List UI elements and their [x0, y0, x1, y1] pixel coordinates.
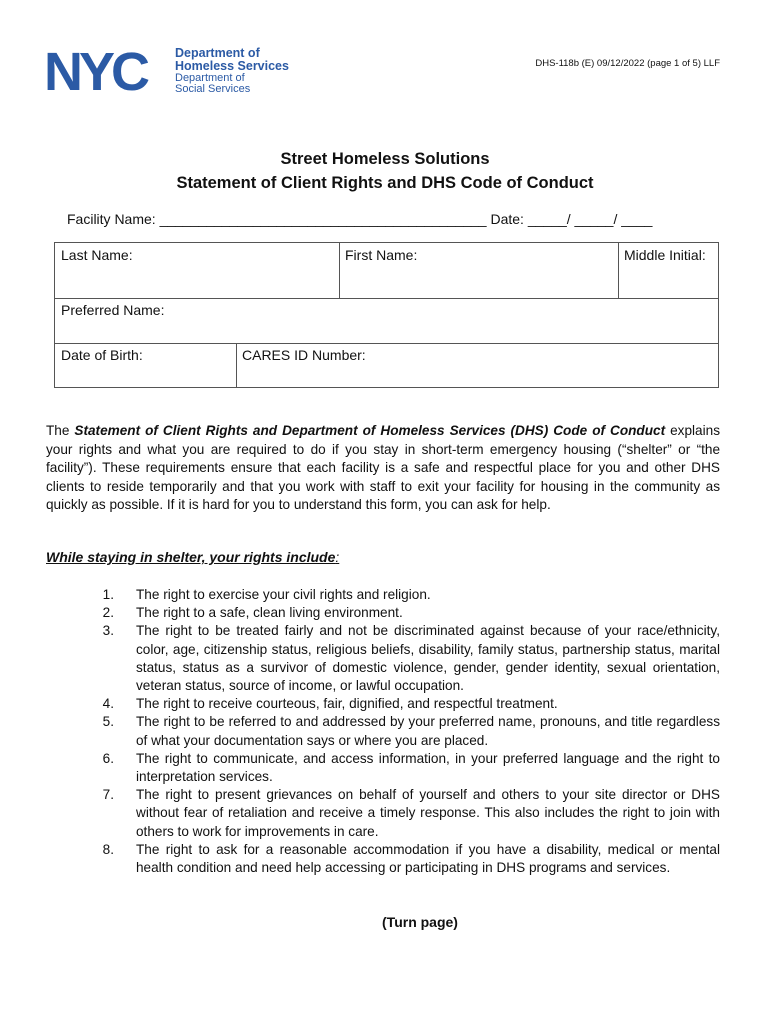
list-item-number: 1.	[102, 587, 114, 602]
list-item	[86, 750, 720, 786]
table-divider	[236, 343, 237, 387]
table-divider	[339, 243, 340, 298]
list-item	[86, 695, 720, 713]
facility-date-line[interactable]: Facility Name: __________________________________________ Date: _____/ _____/ ____	[67, 211, 653, 227]
list-item-text: The right to receive courteous, fair, dignified, and respectful treatment.	[136, 696, 558, 712]
cares-id-label: CARES ID Number:	[242, 347, 366, 363]
list-item-text: The right to ask for a reasonable accommodation if you have a disability, medical or mental health condition and need help accessing or participating in DHS programs and services.	[136, 841, 720, 876]
page-title: Street Homeless Solutions	[280, 150, 490, 168]
intro-lead: The	[46, 423, 75, 438]
list-item	[86, 604, 720, 622]
org-name-line2: Homeless Services	[175, 59, 289, 73]
sub-org-line1: Department of	[175, 72, 245, 84]
rights-heading-text: While staying in shelter, your rights include	[46, 549, 336, 565]
turn-page-note: (Turn page)	[382, 914, 458, 930]
list-item-text: The right to communicate, and access information, in your preferred language and the right to interpretation services.	[136, 750, 720, 785]
table-divider	[618, 243, 619, 298]
list-item-number: 7.	[102, 787, 114, 803]
nyc-logo-text: NYC	[44, 46, 147, 98]
intro-paragraph	[46, 422, 720, 515]
org-name-line1: Department of	[175, 46, 260, 60]
list-item-number: 6.	[102, 750, 114, 766]
list-item-text: The right to present grievances on behalf of yourself and others to your site director or DHS without fear of retaliation and receive a timely response. This also includes the right to join with others to work for improvements in care.	[136, 787, 720, 839]
first-name-label: First Name:	[345, 247, 418, 263]
list-item	[86, 841, 720, 877]
first-name-cell[interactable]	[339, 243, 618, 298]
list-item	[86, 586, 720, 604]
sub-org-name	[175, 73, 250, 95]
rights-list	[86, 586, 720, 877]
cares-id-cell[interactable]	[236, 343, 720, 388]
list-item-text: The right to exercise your civil rights and religion.	[136, 587, 431, 602]
list-item	[86, 622, 720, 695]
org-name	[175, 47, 289, 73]
rights-heading	[46, 549, 339, 565]
rights-heading-suffix: :	[335, 549, 340, 565]
table-divider	[55, 343, 718, 344]
last-name-cell[interactable]	[55, 243, 339, 298]
sub-org-line2: Social Services	[175, 83, 251, 95]
preferred-name-cell[interactable]	[55, 298, 720, 343]
list-item-number: 5.	[102, 714, 114, 730]
last-name-label: Last Name:	[61, 247, 133, 263]
list-item-number: 8.	[102, 841, 114, 857]
list-item-number: 2.	[102, 605, 114, 621]
intro-bold-title: Statement of Client Rights and Department of Homeless Services (DHS) Code of Conduct	[74, 423, 666, 438]
list-item	[86, 786, 720, 841]
list-item-number: 3.	[102, 623, 114, 639]
middle-initial-cell[interactable]	[618, 243, 720, 298]
preferred-name-label: Preferred Name:	[61, 302, 165, 318]
dob-cell[interactable]	[55, 343, 236, 388]
dob-label: Date of Birth:	[61, 347, 143, 363]
list-item-text: The right to be referred to and addressed by your preferred name, pronouns, and title regardless of what your documentation says or where you are placed.	[136, 714, 720, 748]
list-item-number: 4.	[102, 696, 114, 712]
list-item-text: The right to a safe, clean living environment.	[136, 605, 403, 621]
intro-body: explains your rights and what you are required to do if you stay in short-term emergency housing (“shelter” or “the facility”). These requirements ensure that each facility is a safe and respectful place for you and other DHS clients to reside temporarily and that you work with staff to exit your facility for housing in the community as quickly as possible. If it is hard for you to understand this form, you can ask for help.	[46, 423, 720, 512]
document-code: DHS-118b (E) 09/12/2022 (page 1 of 5) LLF	[535, 58, 720, 69]
list-item	[86, 713, 720, 749]
table-divider	[55, 298, 718, 299]
middle-initial-label: Middle Initial:	[624, 247, 706, 263]
list-item-text: The right to be treated fairly and not be discriminated against because of your race/ethnicity, color, age, citizenship status, religious beliefs, disability, family status, partnership status, marital status, status as a survivor of domestic violence, gender, gender identity, sexual orientation, veteran status, source of income, or lawful occupation.	[136, 623, 720, 694]
page-subtitle: Statement of Client Rights and DHS Code of Conduct	[176, 174, 594, 192]
client-info-table	[54, 242, 719, 388]
